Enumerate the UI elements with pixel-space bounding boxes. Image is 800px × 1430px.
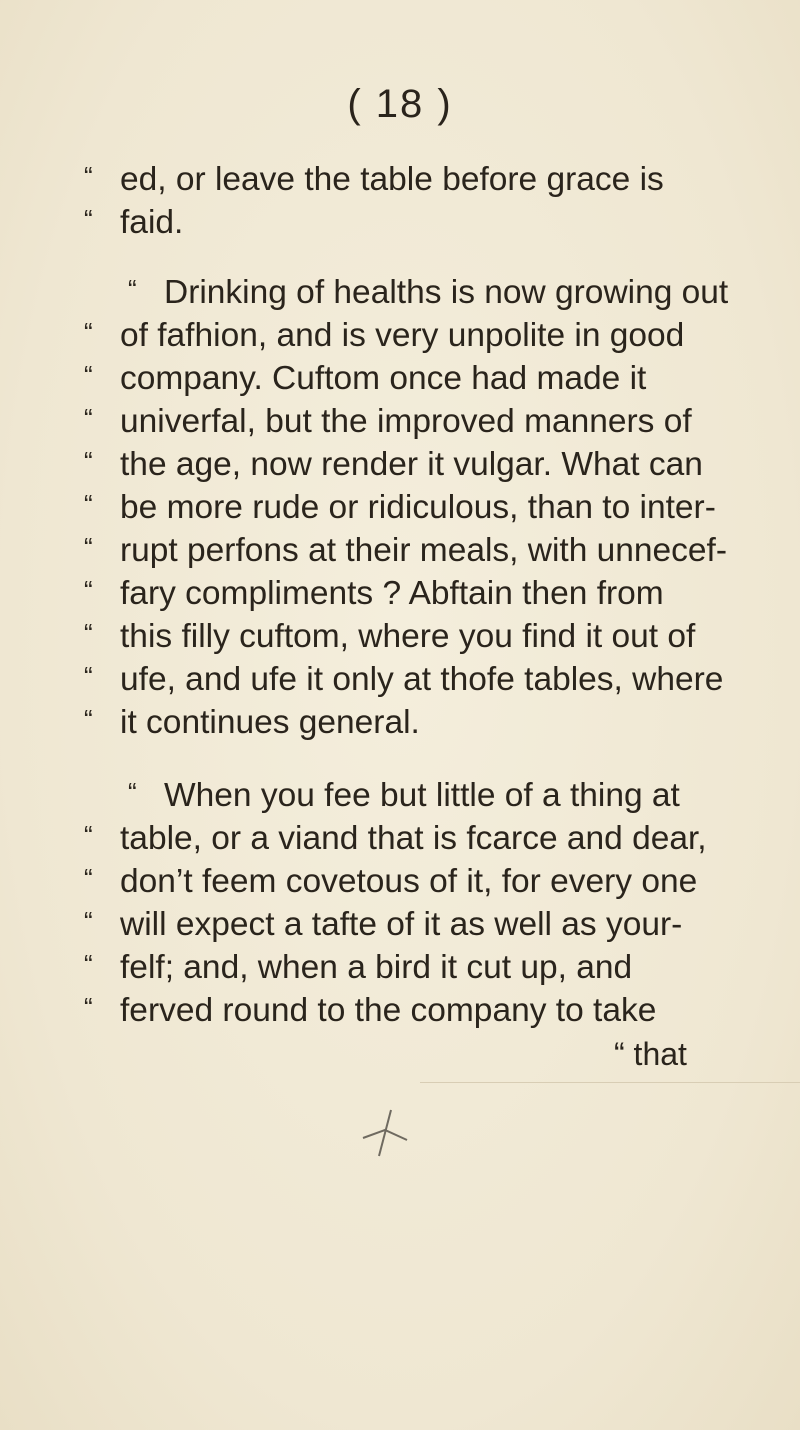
- quote-mark: “: [84, 820, 93, 850]
- quote-mark: “: [84, 618, 93, 648]
- quote-mark: “: [128, 274, 137, 304]
- quote-mark: “: [84, 575, 93, 605]
- line-text: company. Cuftom once had made it: [120, 360, 647, 397]
- text-line: [84, 946, 784, 990]
- line-text: ed, or leave the table before grace is: [120, 161, 664, 198]
- text-line: [128, 271, 800, 315]
- quote-mark: “: [84, 204, 93, 234]
- quote-mark: “: [84, 863, 93, 893]
- line-text: table, or a viand that is fcarce and dear,: [120, 820, 707, 857]
- page-number-header: ( 18 ): [347, 82, 453, 126]
- text-line: [84, 357, 784, 401]
- line-text: will expect a tafte of it as well as your-: [120, 906, 683, 943]
- text-line: [84, 158, 784, 202]
- quote-mark: “: [128, 777, 137, 807]
- text-line: [84, 860, 784, 904]
- page-edge-line: [420, 1082, 800, 1083]
- text-line: [84, 443, 784, 487]
- quote-mark: “: [84, 949, 93, 979]
- quote-mark: “: [84, 403, 93, 433]
- text-line: [128, 774, 800, 818]
- line-text: the age, now render it vulgar. What can: [120, 446, 703, 483]
- line-text: rupt perfons at their meals, with unnecef-: [120, 532, 728, 569]
- line-text: be more rude or ridiculous, than to inter-: [120, 489, 716, 526]
- quote-mark: “: [84, 161, 93, 191]
- line-text: don’t feem covetous of it, for every one: [120, 863, 698, 900]
- quote-mark: “: [84, 992, 93, 1022]
- text-line: [84, 201, 784, 245]
- line-text: fary compliments ? Abftain then from: [120, 575, 664, 612]
- text-line: [84, 486, 784, 530]
- text-line: [84, 529, 784, 573]
- line-text: univerfal, but the improved manners of: [120, 403, 692, 440]
- quote-mark: “: [84, 661, 93, 691]
- catchword: “ that: [614, 1036, 687, 1072]
- text-line: [84, 817, 784, 861]
- quote-mark: “: [84, 489, 93, 519]
- line-text: faid.: [120, 204, 184, 241]
- text-line: [84, 903, 784, 947]
- text-line: [84, 989, 784, 1033]
- quote-mark: “: [84, 906, 93, 936]
- text-line: [84, 314, 784, 358]
- line-text: When you fee but little of a thing at: [164, 777, 680, 814]
- quote-mark: “: [84, 317, 93, 347]
- text-line: [84, 701, 784, 745]
- line-text: it continues general.: [120, 704, 420, 741]
- quote-mark: “: [84, 532, 93, 562]
- line-text: of fafhion, and is very unpolite in good: [120, 317, 685, 354]
- text-line: [84, 615, 784, 659]
- line-text: this filly cuftom, where you find it out of: [120, 618, 696, 655]
- text-line: [84, 572, 784, 616]
- line-text: ferved round to the company to take: [120, 992, 657, 1029]
- quote-mark: “: [84, 446, 93, 476]
- quote-mark: “: [84, 360, 93, 390]
- line-text: ufe, and ufe it only at thofe tables, where: [120, 661, 724, 698]
- text-line: [84, 658, 784, 702]
- quote-mark: “: [84, 704, 93, 734]
- line-text: Drinking of healths is now growing out: [164, 274, 729, 311]
- signature-mark-icon: [355, 1100, 415, 1160]
- line-text: felf; and, when a bird it cut up, and: [120, 949, 633, 986]
- text-line: [84, 400, 784, 444]
